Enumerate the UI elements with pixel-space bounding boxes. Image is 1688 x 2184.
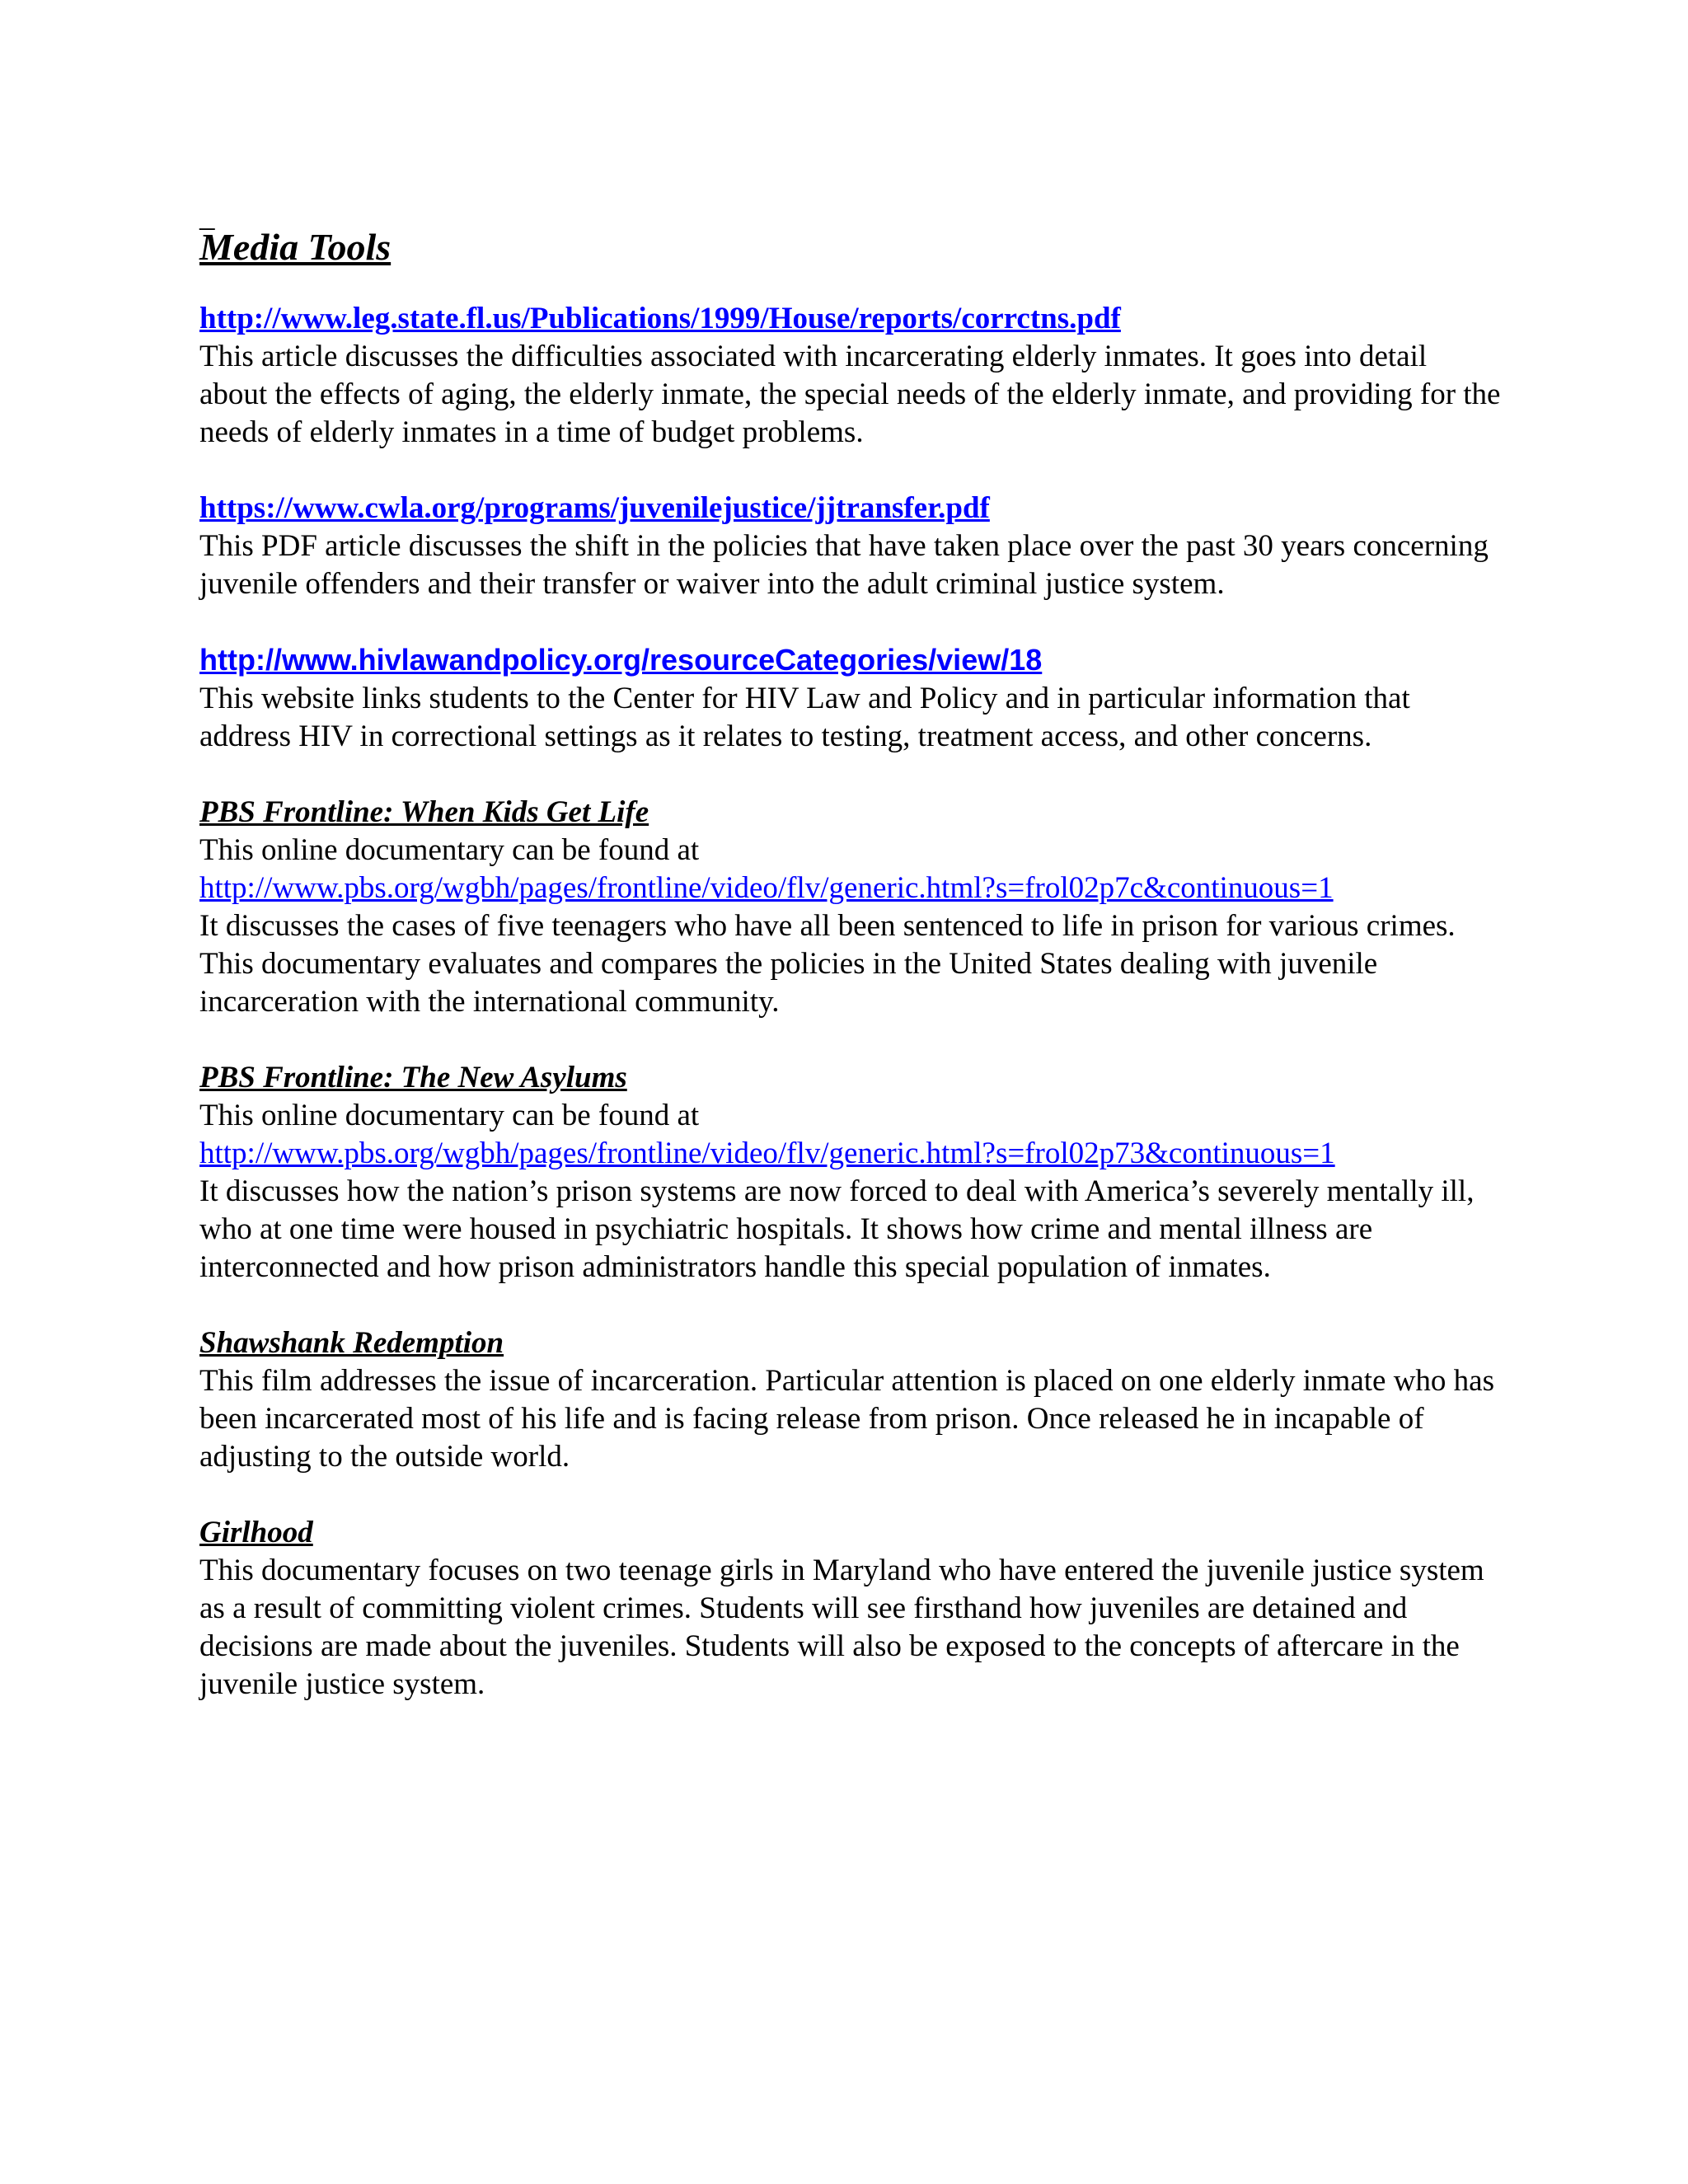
entry-description: This documentary focuses on two teenage girls in Maryland who have entered the juvenile justice system as a result of committing violent crimes. Students will see firsthand how juveniles are detained and decisions are made about the juveniles. Students will also be exposed to the concepts of aftercare in the juvenile justice system. bbox=[199, 1554, 1484, 1701]
entry-intro: This online documentary can be found at bbox=[199, 833, 700, 867]
media-entry-girlhood bbox=[199, 1514, 1502, 1704]
leading-dash: _ bbox=[199, 199, 215, 233]
entry-heading: PBS Frontline: The New Asylums bbox=[199, 1061, 627, 1094]
entry-heading: Shawshank Redemption bbox=[199, 1326, 504, 1360]
entry-description: This PDF article discusses the shift in the policies that have taken place over the past 30 years concerning juvenile offenders and their transfer or waiver into the adult criminal justice system. bbox=[199, 529, 1489, 601]
entry-heading: PBS Frontline: When Kids Get Life bbox=[199, 795, 649, 829]
media-entry-elderly-inmates bbox=[199, 300, 1502, 452]
media-entry-hiv-law bbox=[199, 641, 1502, 756]
page-title: Media Tools bbox=[199, 226, 392, 268]
link-hivlawandpolicy[interactable]: http://www.hivlawandpolicy.org/resourceCategories/view/18 bbox=[199, 643, 1043, 677]
document-page bbox=[199, 198, 1502, 1741]
entry-description: It discusses how the nation’s prison systems are now forced to deal with America’s severely mentally ill, who at one time were housed in psychiatric hospitals. It shows how crime and mental illness are interconnected and how prison administrators handle this special population of inmates. bbox=[199, 1174, 1475, 1284]
entry-description: It discusses the cases of five teenagers who have all been sentenced to life in prison for various crimes. This documentary evaluates and compares the policies in the United States dealing with juvenile incarceration with the international community. bbox=[199, 909, 1456, 1019]
entry-description: This article discusses the difficulties associated with incarcerating elderly inmates. It goes into detail about the effects of aging, the elderly inmate, the special needs of the elderly inmate, and providing for the needs of elderly inmates in a time of budget problems. bbox=[199, 340, 1501, 449]
link-pbs-new-asylums[interactable]: http://www.pbs.org/wgbh/pages/frontline/video/flv/generic.html?s=frol02p73&continuous=1 bbox=[199, 1137, 1335, 1170]
media-entry-shawshank bbox=[199, 1324, 1502, 1476]
media-entry-when-kids-get-life bbox=[199, 794, 1502, 1021]
entry-intro: This online documentary can be found at bbox=[199, 1099, 700, 1132]
link-cwla-jjtransfer[interactable]: https://www.cwla.org/programs/juvenilejustice/jjtransfer.pdf bbox=[199, 491, 990, 525]
link-pbs-when-kids-get-life[interactable]: http://www.pbs.org/wgbh/pages/frontline/video/flv/generic.html?s=frol02p7c&continuous=1 bbox=[199, 871, 1334, 905]
entry-description: This website links students to the Center for HIV Law and Policy and in particular information that address HIV in correctional settings as it relates to testing, treatment access, and other concerns. bbox=[199, 682, 1410, 753]
media-entry-juvenile-transfer bbox=[199, 490, 1502, 603]
entry-heading: Girlhood bbox=[199, 1516, 313, 1549]
entry-description: This film addresses the issue of incarceration. Particular attention is placed on one elderly inmate who has been incarcerated most of his life and is facing release from prison. Once released he in incapable of adjusting to the outside world. bbox=[199, 1364, 1494, 1474]
media-entry-new-asylums bbox=[199, 1059, 1502, 1286]
link-corrections-report[interactable]: http://www.leg.state.fl.us/Publications/1999/House/reports/corrctns.pdf bbox=[199, 302, 1121, 335]
